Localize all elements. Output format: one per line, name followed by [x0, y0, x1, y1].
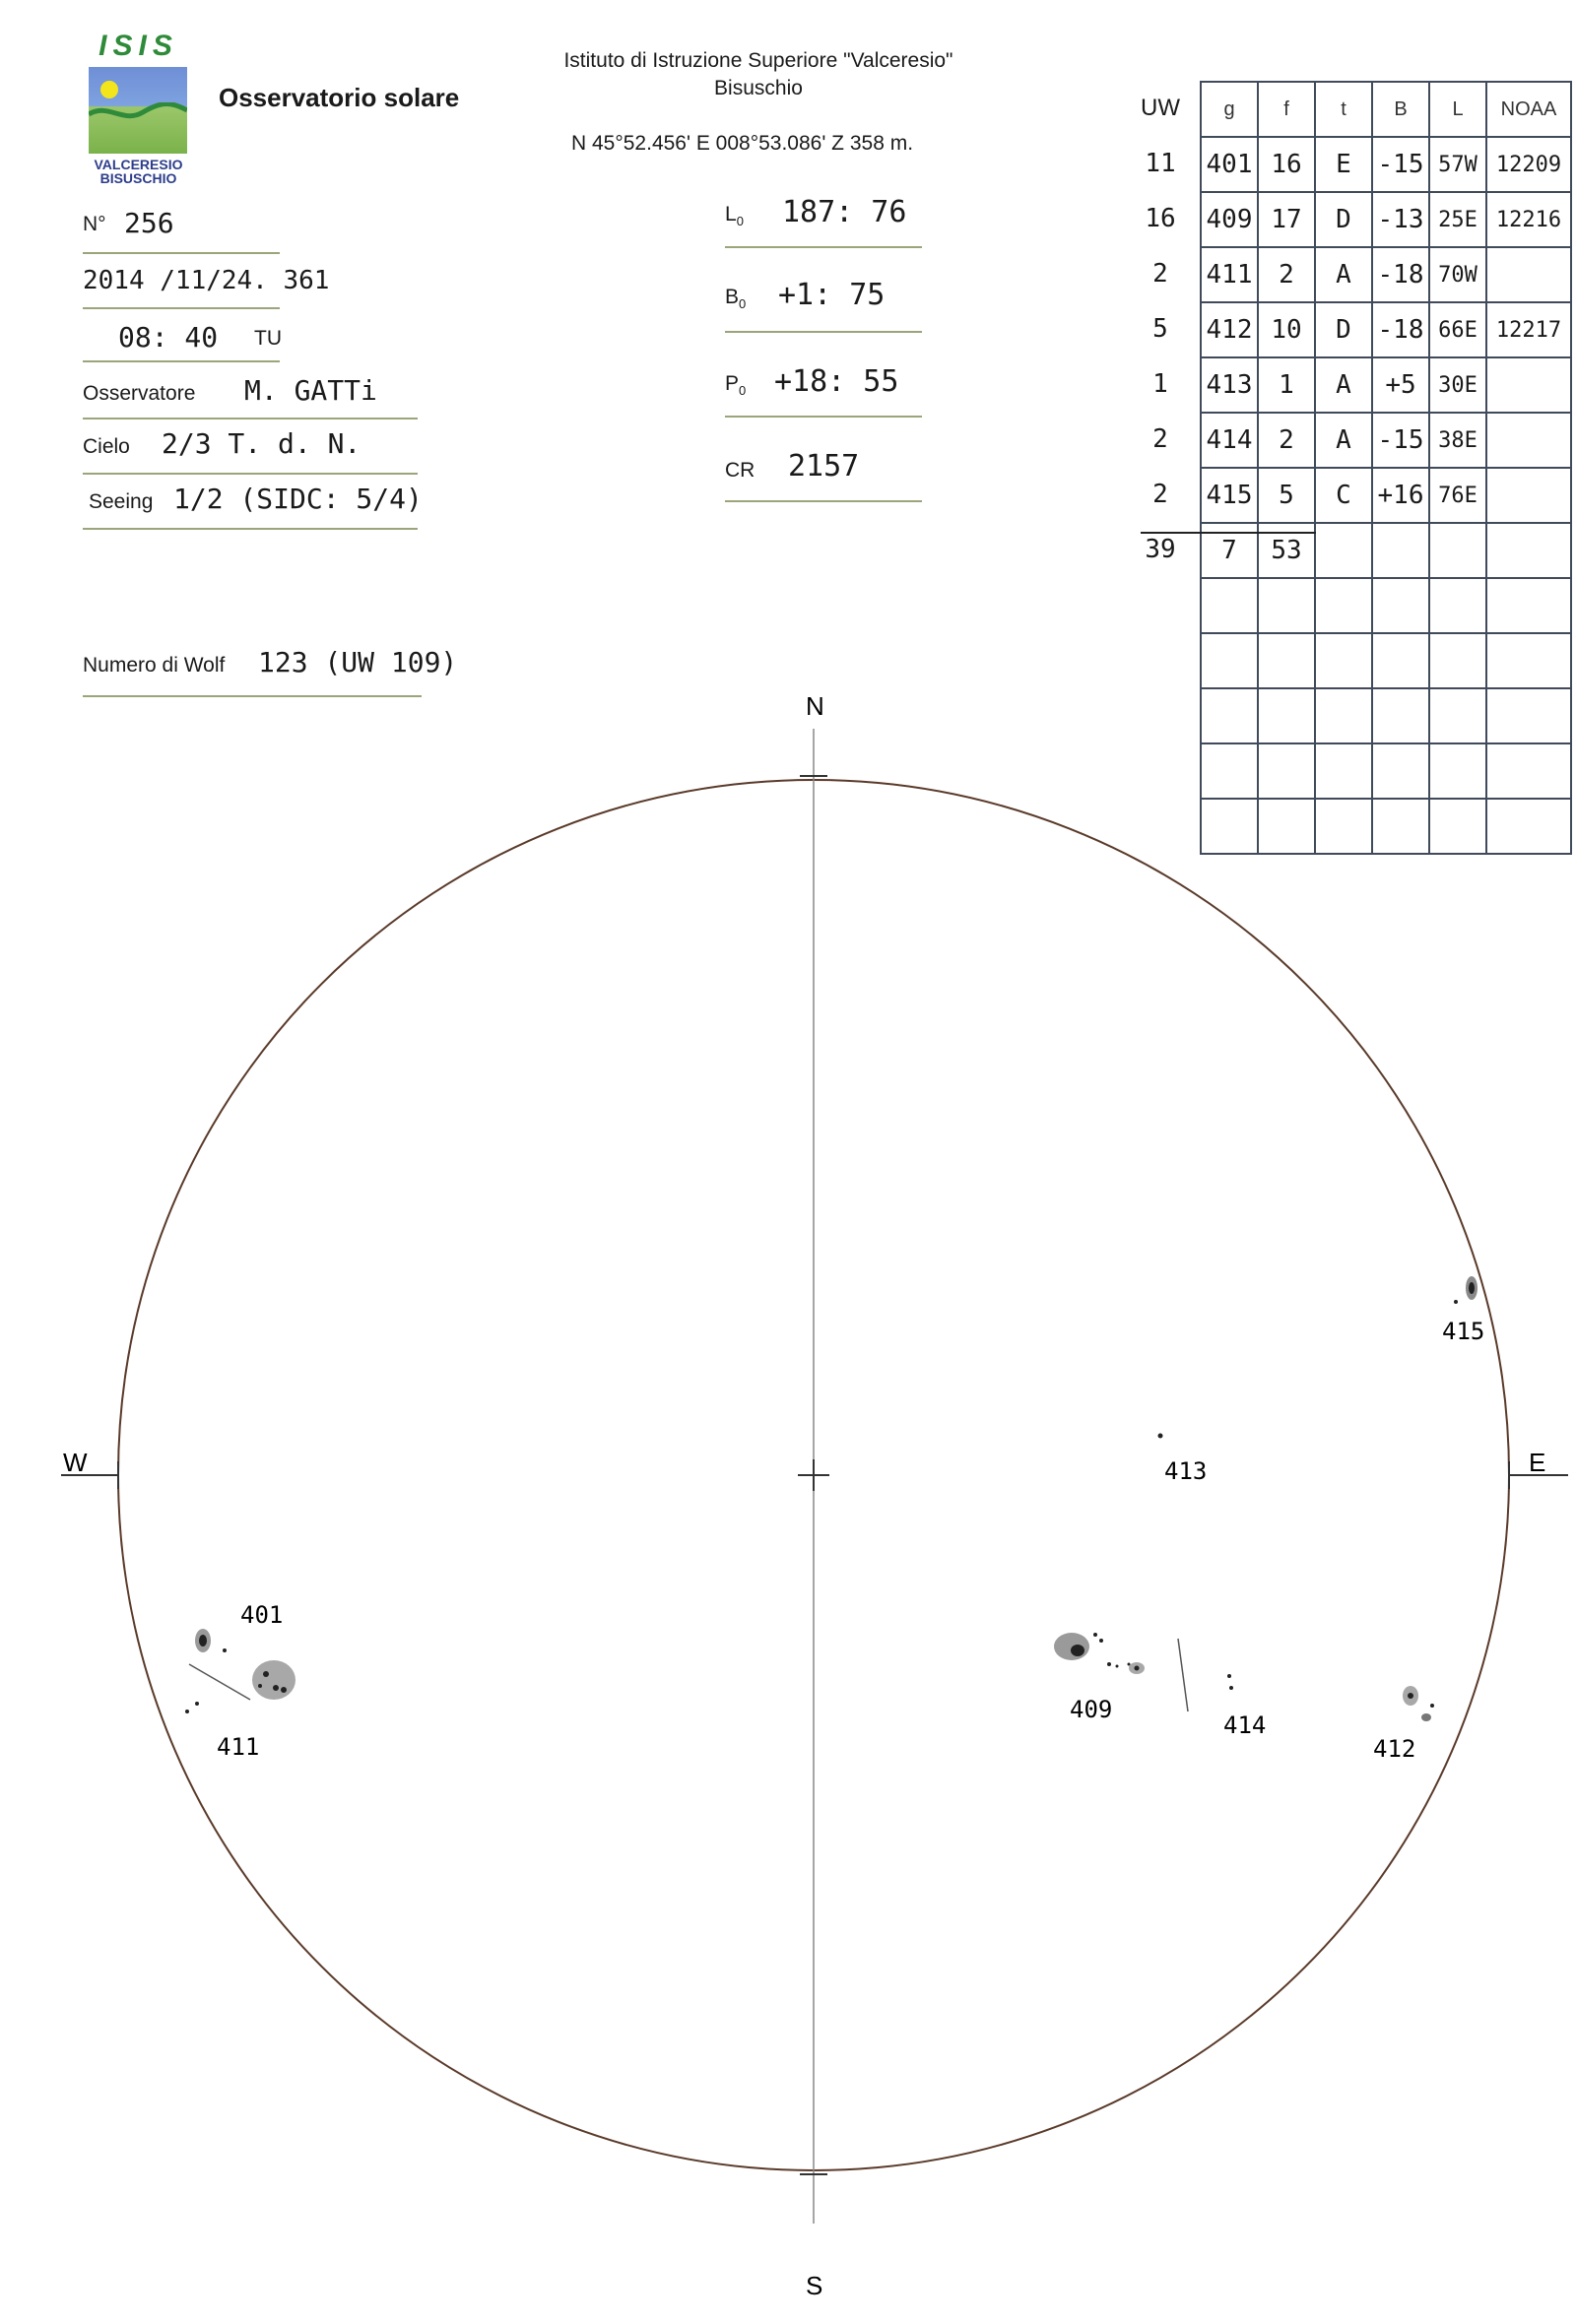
date-value: 2014 /11/24. 361: [83, 266, 330, 295]
cell-g: 401: [1201, 137, 1258, 192]
sunspot-pore: [1128, 1663, 1131, 1666]
east-label: E: [1529, 1448, 1546, 1477]
sunspot-group-413: [1158, 1434, 1163, 1439]
institute-line2: Bisuschio: [714, 77, 803, 99]
total-cell: 53: [1258, 523, 1315, 578]
l0-subscript: 0: [736, 214, 744, 229]
group-divider-411: [189, 1664, 250, 1700]
label-group-401: 401: [240, 1601, 284, 1629]
west-label: W: [63, 1448, 88, 1477]
uw-cell: 2: [1152, 424, 1168, 454]
observatory-title: Osservatorio solare: [219, 83, 460, 112]
sunspot-pore: [223, 1648, 227, 1652]
header-f: f: [1258, 82, 1315, 137]
cell-b: +5: [1372, 357, 1429, 413]
total-cell: 7: [1201, 523, 1258, 578]
cr-value: 2157: [788, 449, 860, 484]
seeing-value: 1/2 (SIDC: 5/4): [173, 483, 423, 515]
uw-cell: 16: [1145, 204, 1176, 233]
sunspot-group-415: [1454, 1276, 1478, 1304]
cell-l: 76E: [1429, 468, 1486, 523]
number-label: N°: [83, 213, 106, 235]
sunspot-umbra: [199, 1635, 207, 1646]
north-label: N: [806, 691, 824, 721]
label-group-409: 409: [1070, 1696, 1113, 1723]
cell-g: 412: [1201, 302, 1258, 357]
cell-l: 66E: [1429, 302, 1486, 357]
sunspot-group-411: [185, 1664, 250, 1713]
l0-value: 187: 76: [782, 195, 907, 229]
sunspot-group-414: [1178, 1639, 1233, 1711]
logo-sub-line2: BISUSCHIO: [99, 170, 177, 186]
label-group-415: 415: [1442, 1318, 1485, 1345]
cell-g: 411: [1201, 247, 1258, 302]
cell-noaa: 12209: [1486, 137, 1571, 192]
cell-f: 17: [1258, 192, 1315, 247]
p0-letter: P: [725, 372, 740, 395]
cell-b: -15: [1372, 137, 1429, 192]
sunspot-pore: [1430, 1704, 1434, 1708]
sunspot-umbra: [273, 1685, 279, 1691]
sunspot-umbra: [263, 1671, 269, 1677]
cell-l: 25E: [1429, 192, 1486, 247]
cell-b: -18: [1372, 247, 1429, 302]
sunspot-penumbra: [1421, 1713, 1431, 1721]
b0-letter: B: [725, 286, 740, 308]
header-t: t: [1315, 82, 1372, 137]
cell-t: D: [1315, 302, 1372, 357]
cell-l: 38E: [1429, 413, 1486, 468]
p0-value: +18: 55: [774, 364, 899, 399]
p0-subscript: 0: [739, 383, 747, 399]
uw-cell: 1: [1152, 369, 1168, 399]
cell-g: 414: [1201, 413, 1258, 468]
cell-t: E: [1315, 137, 1372, 192]
logo-mark: ISIS: [98, 30, 178, 62]
cell-l: 30E: [1429, 357, 1486, 413]
time-unit: TU: [254, 327, 282, 350]
cell-noaa: 12217: [1486, 302, 1571, 357]
number-value: 256: [124, 207, 174, 239]
cell-b: +16: [1372, 468, 1429, 523]
cell-t: A: [1315, 357, 1372, 413]
header-l: L: [1429, 82, 1486, 137]
site-coordinates: N 45°52.456' E 008°53.086' Z 358 m.: [571, 132, 914, 155]
cell-f: 5: [1258, 468, 1315, 523]
sunspot-group-401: [195, 1629, 296, 1700]
sunspot-pore: [1454, 1300, 1458, 1304]
sunspot-umbra: [1071, 1645, 1084, 1656]
time-value: 08: 40: [118, 321, 219, 354]
sunspot-umbra: [1135, 1666, 1140, 1671]
uw-cell: 2: [1152, 259, 1168, 289]
sunspot-pore: [258, 1684, 262, 1688]
logo-sub-line1: VALCERESIO: [94, 157, 183, 172]
sunspot-penumbra: [252, 1660, 296, 1700]
l0-letter: L: [725, 203, 737, 226]
label-group-411: 411: [217, 1733, 260, 1761]
sunspot-group-409: [1054, 1633, 1145, 1674]
sunspot-pore: [1116, 1665, 1119, 1668]
sunspot-pore: [1227, 1674, 1231, 1678]
cell-g: 409: [1201, 192, 1258, 247]
observer-value: M. GATTi: [244, 374, 377, 407]
label-group-414: 414: [1223, 1711, 1267, 1739]
sky-label: Cielo: [83, 435, 130, 458]
cell-b: -18: [1372, 302, 1429, 357]
cell-f: 1: [1258, 357, 1315, 413]
sunspot-pore: [1099, 1639, 1103, 1643]
observer-label: Osservatore: [83, 382, 196, 405]
sunspot-pore: [1107, 1662, 1111, 1666]
group-divider-414: [1178, 1639, 1188, 1711]
label-group-413: 413: [1164, 1457, 1208, 1485]
sky-value: 2/3 T. d. N.: [162, 427, 361, 460]
sunspot-pore: [1158, 1434, 1163, 1439]
b0-value: +1: 75: [778, 278, 886, 312]
institute-line1: Istituto di Istruzione Superiore "Valceresio": [563, 49, 953, 72]
uw-cell: 5: [1152, 314, 1168, 344]
wolf-label: Numero di Wolf: [83, 654, 226, 677]
cell-noaa: 12216: [1486, 192, 1571, 247]
b0-subscript: 0: [739, 296, 747, 312]
cell-l: 70W: [1429, 247, 1486, 302]
uw-header: UW: [1141, 95, 1180, 121]
cell-g: 413: [1201, 357, 1258, 413]
wolf-value: 123 (UW 109): [258, 646, 458, 678]
cell-t: A: [1315, 247, 1372, 302]
sunspot-pore: [185, 1710, 189, 1713]
seeing-label: Seeing: [89, 490, 154, 513]
sunspot-pore: [195, 1702, 199, 1706]
uw-cell: 11: [1145, 149, 1176, 178]
header-g: g: [1201, 82, 1258, 137]
cell-b: -15: [1372, 413, 1429, 468]
sunspot-penumbra: [1054, 1633, 1089, 1660]
sunspot-umbra: [281, 1687, 287, 1693]
cell-b: -13: [1372, 192, 1429, 247]
sunspot-pore: [1229, 1686, 1233, 1690]
south-label: S: [806, 2271, 823, 2300]
header-noaa: NOAA: [1486, 82, 1571, 137]
cell-f: 16: [1258, 137, 1315, 192]
sunspot-group-412: [1403, 1686, 1434, 1721]
cell-t: A: [1315, 413, 1372, 468]
cell-t: C: [1315, 468, 1372, 523]
header-b: B: [1372, 82, 1429, 137]
cell-f: 2: [1258, 413, 1315, 468]
cell-l: 57W: [1429, 137, 1486, 192]
sunspot-pore: [1093, 1633, 1097, 1637]
label-group-412: 412: [1373, 1735, 1416, 1763]
cell-t: D: [1315, 192, 1372, 247]
cell-g: 415: [1201, 468, 1258, 523]
cr-label: CR: [725, 459, 755, 482]
cell-f: 10: [1258, 302, 1315, 357]
uw-cell: 2: [1152, 480, 1168, 509]
cell-f: 2: [1258, 247, 1315, 302]
uw-total: 39: [1145, 535, 1176, 564]
sunspot-umbra: [1408, 1693, 1413, 1699]
sunspot-umbra: [1469, 1282, 1475, 1294]
